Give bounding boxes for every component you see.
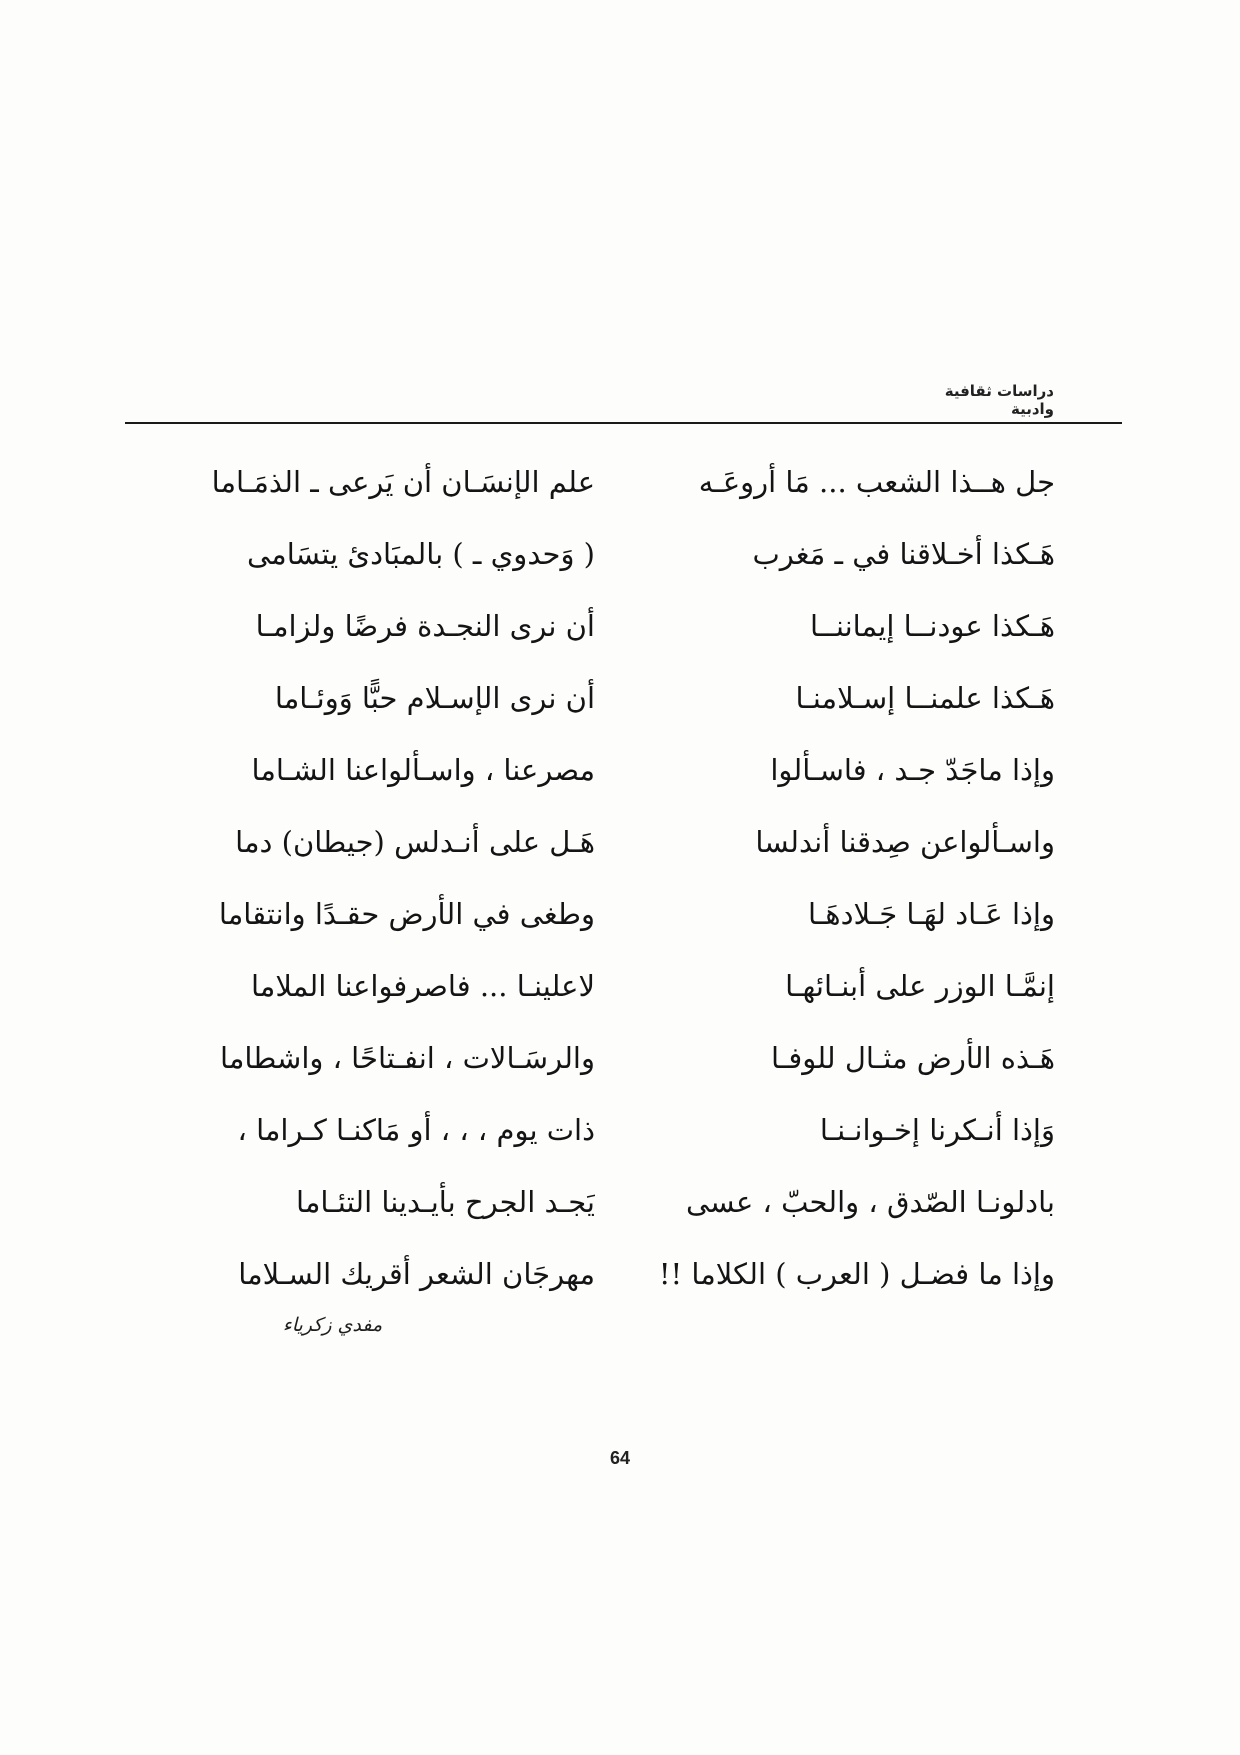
hemistich-first: وإذا ما فضـل ( العرب ) الكلاما !!: [658, 1257, 1055, 1291]
hemistich-first: جل هــذا الشعب ... مَا أروعَـه: [698, 465, 1055, 499]
verse-line: [195, 1166, 1055, 1238]
hemistich-second: وطغى في الأرض حقـدًا وانتقاما: [218, 897, 595, 931]
verse-line: [195, 1238, 1055, 1310]
hemistich-second: مهرجَان الشعر أقريك السـلاما: [238, 1257, 595, 1291]
page-number: 64: [609, 1448, 631, 1468]
header-rule: [125, 422, 1122, 424]
hemistich-second: مصرعنا ، واسـألواعنا الشـاما: [251, 753, 595, 787]
verse-line: [195, 590, 1055, 662]
hemistich-first: وإذا عَـاد لهَـا جَـلادهَـا: [807, 897, 1055, 931]
hemistich-first: هَـكذا عودنــا إيماننــا: [810, 609, 1055, 643]
verse-line: [195, 446, 1055, 518]
verse-line: [195, 1094, 1055, 1166]
hemistich-second: ( وَحدوي ـ ) بالمبَادئ يتسَامى: [246, 537, 595, 571]
verse-line: [195, 878, 1055, 950]
hemistich-second: أن نرى النجـدة فرضًا ولزامـا: [255, 609, 595, 643]
hemistich-second: هَـل على أنـدلس (جيطان) دما: [235, 825, 595, 859]
verse-line: [195, 662, 1055, 734]
hemistich-second: يَجـد الجرح بأيـدينا التئـاما: [296, 1185, 595, 1219]
poet-signature: مفدي زكرياء: [282, 1314, 383, 1336]
poem: [195, 446, 1055, 1310]
hemistich-second: ذات يوم ، ، ، أو مَاكنـا كـراما ،: [237, 1113, 595, 1147]
hemistich-second: لاعلينـا ... فاصرفواعنا الملاما: [250, 969, 595, 1003]
hemistich-second: علم الإنسَـان أن يَرعى ـ الذمَـاما: [211, 465, 595, 499]
hemistich-second: والرسَـالات ، انفـتاحًا ، واشطاما: [220, 1041, 595, 1075]
verse-line: [195, 806, 1055, 878]
running-head: دراسات ثقافية وادبية: [944, 382, 1054, 418]
hemistich-first: هَـكذا أخـلاقنا في ـ مَغرب: [752, 537, 1055, 571]
hemistich-first: هَـذه الأرض مثـال للوفـا: [771, 1041, 1055, 1075]
verse-line: [195, 1022, 1055, 1094]
verse-line: [195, 518, 1055, 590]
hemistich-first: إنمَّـا الوزر على أبنـائهـا: [785, 969, 1055, 1003]
hemistich-first: وإذا ماجَدّ جـد ، فاسـألوا: [770, 753, 1055, 787]
hemistich-first: بادلونـا الصّدق ، والحبّ ، عسى: [685, 1185, 1055, 1219]
verse-line: [195, 734, 1055, 806]
hemistich-first: واسـألواعن صِدقنا أندلسا: [755, 825, 1055, 859]
verse-line: [195, 950, 1055, 1022]
hemistich-first: هَـكذا علمنــا إسـلامنـا: [795, 681, 1055, 715]
hemistich-first: وَإذا أنـكرنا إخـوانـنـا: [819, 1113, 1055, 1147]
hemistich-second: أن نرى الإسـلام حبًّا وَوئـاما: [274, 681, 595, 715]
